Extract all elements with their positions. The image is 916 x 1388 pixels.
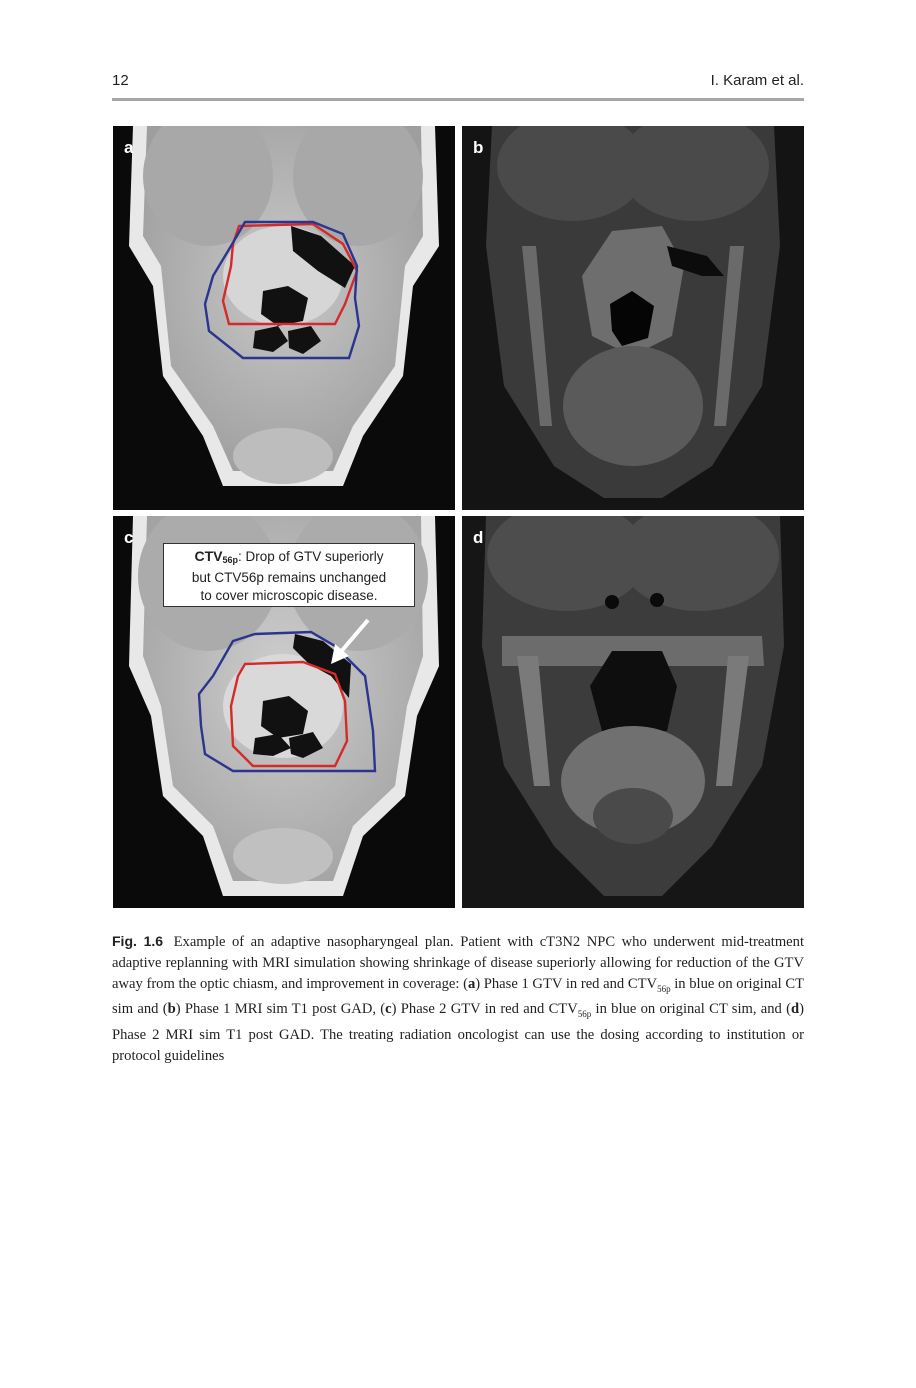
callout-line-3: to cover microscopic disease.	[200, 588, 378, 603]
running-head: I. Karam et al.	[710, 72, 804, 89]
caption-text-6: in blue on original CT sim, and (	[591, 1001, 791, 1018]
ctv-annotation-callout	[163, 543, 415, 607]
caption-text-4: ) Phase 1 MRI sim T1 post GAD, (	[175, 1001, 386, 1018]
caption-subscript-1: 56p	[657, 983, 671, 994]
figure-label: Fig. 1.6	[112, 933, 164, 949]
caption-ref-b: b	[167, 1001, 176, 1018]
panel-label-b: b	[473, 138, 484, 157]
mri-scan-image-b	[462, 126, 804, 510]
callout-line-1-text: : Drop of GTV superiorly	[237, 549, 384, 564]
panel-a-ct-phase1	[113, 126, 455, 510]
callout-line-2: but CTV56p remains unchanged	[191, 570, 387, 585]
ct-scan-image-a	[113, 126, 455, 510]
caption-text-1: Example of an adaptive nasopharyngeal plan. Patient with cT3N2 NPC who underwent mid-treatment adaptive replanning with MRI simulation showing shrinkage of disease superiorly allowing for reduction of the GTV away from the optic chiasm, and improvement in coverage: (	[112, 934, 805, 992]
caption-text-7: ) Phase 2 MRI sim T1 post GAD. The treating radiation oncologist can use the dosing according to institution or protocol guidelines	[112, 1001, 804, 1064]
panel-label-d: d	[473, 528, 484, 547]
caption-text-5: ) Phase 2 GTV in red and CTV	[391, 1001, 578, 1018]
caption-ref-a: a	[467, 975, 476, 992]
caption-text-3: in blue on original CT sim and (	[112, 975, 804, 1018]
panel-label-c: c	[124, 528, 134, 547]
caption-subscript-2: 56p	[577, 1009, 592, 1020]
callout-term: CTV	[194, 548, 223, 564]
panel-b-mri-phase1	[462, 126, 804, 510]
callout-term-subscript: 56p	[222, 555, 238, 565]
page-header	[112, 70, 804, 96]
caption-ref-c: c	[385, 1001, 392, 1018]
panel-d-mri-phase2	[462, 516, 804, 908]
mri-scan-image-d	[462, 516, 804, 908]
callout-line-1	[164, 547, 414, 569]
page-number: 12	[112, 72, 129, 89]
figure-caption	[112, 931, 804, 1067]
header-rule	[112, 98, 804, 101]
caption-ref-d: d	[791, 1001, 800, 1018]
panel-label-a: a	[124, 138, 134, 157]
caption-text-2: ) Phase 1 GTV in red and CTV	[475, 975, 658, 992]
